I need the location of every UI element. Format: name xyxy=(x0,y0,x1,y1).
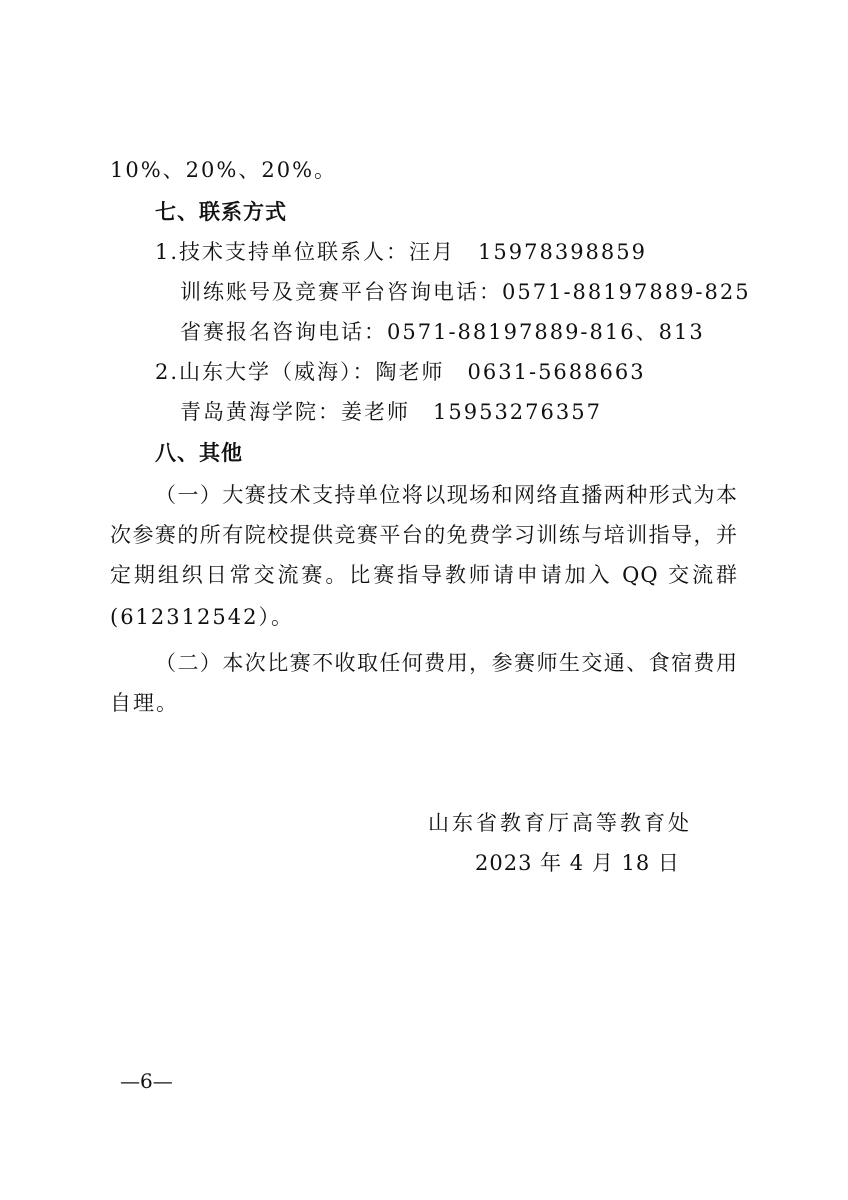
contact-qingdao-huanghai: 青岛黄海学院：姜老师 15953276357 xyxy=(180,400,602,424)
page-number: —6— xyxy=(120,1069,173,1093)
paragraph-one-line-2: 次参赛的所有院校提供竞赛平台的免费学习训练与培训指导，并 xyxy=(110,523,738,547)
contact-tech-support: 1.技术支持单位联系人：汪月 15978398859 xyxy=(155,240,648,264)
signature-date: 2023 年 4 月 18 日 xyxy=(475,851,680,875)
paragraph-one-line-4: (612312542）。 xyxy=(110,605,294,629)
section-heading-contact: 七、联系方式 xyxy=(155,200,287,224)
signature-organization: 山东省教育厅高等教育处 xyxy=(428,811,692,835)
contact-training-phone: 训练账号及竞赛平台咨询电话：0571-88197889-825 xyxy=(180,280,751,304)
paragraph-one-line-3: 定期组织日常交流赛。比赛指导教师请申请加入 QQ 交流群 xyxy=(110,563,738,587)
continuation-line: 10%、20%、20%。 xyxy=(110,158,338,182)
paragraph-two-line-1: （二）本次比赛不收取任何费用，参赛师生交通、食宿费用 xyxy=(155,651,738,675)
paragraph-two-line-2: 自理。 xyxy=(110,691,179,715)
contact-shandong-university: 2.山东大学（威海）：陶老师 0631-5688663 xyxy=(155,360,646,384)
paragraph-one-line-1: （一）大赛技术支持单位将以现场和网络直播两种形式为本 xyxy=(155,483,738,507)
section-heading-other: 八、其他 xyxy=(155,441,243,465)
contact-registration-phone: 省赛报名咨询电话：0571-88197889-816、813 xyxy=(180,320,705,344)
